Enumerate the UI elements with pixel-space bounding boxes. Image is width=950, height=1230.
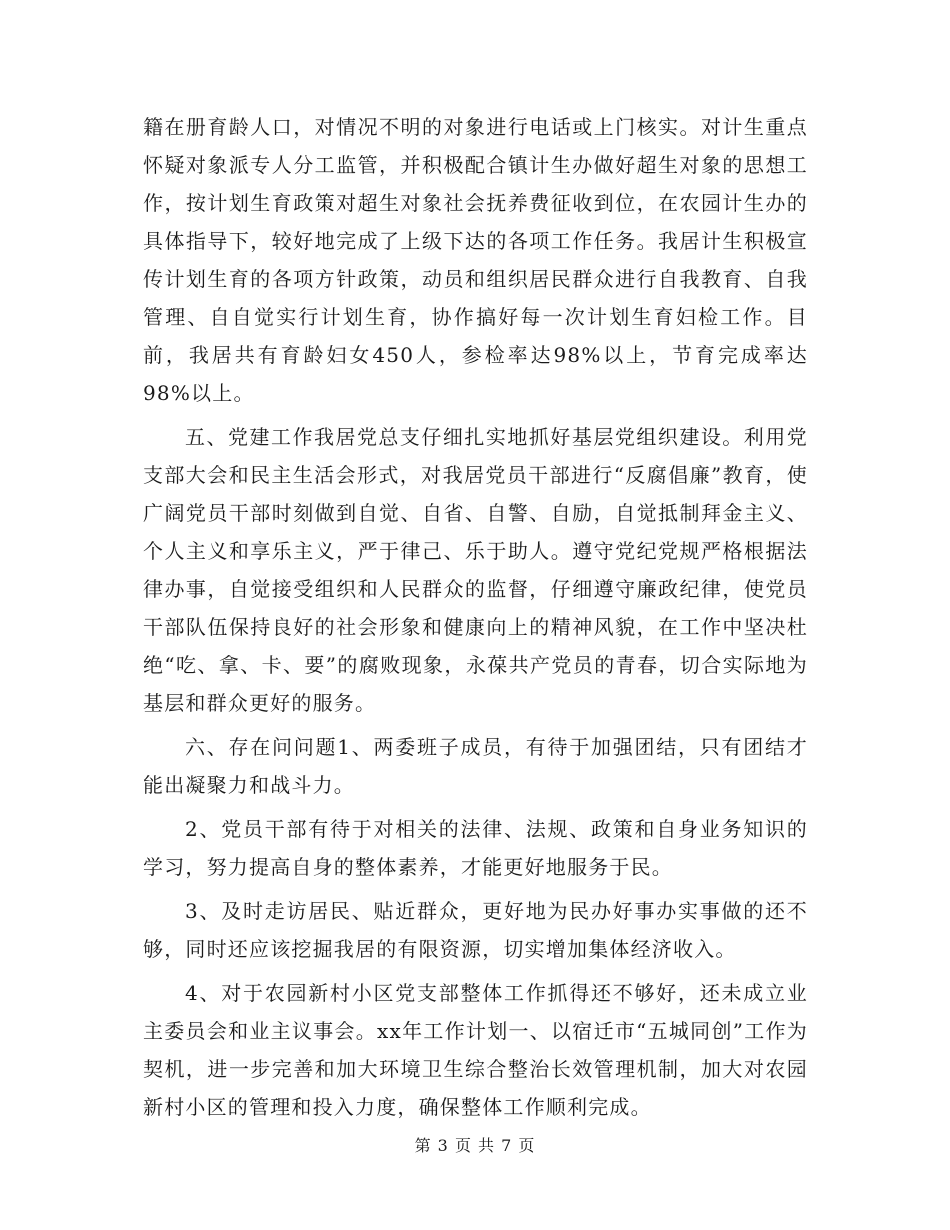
paragraph-problems-1: 六、存在问问题1、两委班子成员，有待于加强团结，只有团结才能出凝聚力和战斗力。: [143, 735, 808, 797]
page-number-footer: 第 3 页 共 7 页: [414, 1136, 536, 1155]
paragraph-family-planning: 籍在册育龄人口，对情况不明的对象进行电话或上门核实。对计生重点怀疑对象派专人分工监管，并积极配合镇计生办做好超生对象的思想工作，按计划生育政策对超生对象社会抚养费征收到位，在农园计生办的具体指导下，较好地完成了上级下达的各项工作任务。我居计生积极宣传计划生育的各项方针政策，动员和组织居民群众进行自我教育、自我管理、自自觉实行计划生育，协作搞好每一次计划生育妇检工作。目前，我居共有育龄妇女450人，参检率达98%以上，节育完成率达98%以上。: [143, 115, 808, 405]
paragraph-party-building: 五、党建工作我居党总支仔细扎实地抓好基层党组织建设。利用党支部大会和民主生活会形式，对我居党员干部进行“反腐倡廉”教育，使广阔党员干部时刻做到自觉、自省、自警、自励，自觉抵制拜金主义、个人主义和享乐主义，严于律己、乐于助人。遵守党纪党规严格根据法律办事，自觉接受组织和人民群众的监督，仔细遵守廉政纪律，使党员干部队伍保持良好的社会形象和健康向上的精神风貌，在工作中坚决杜绝“吃、拿、卡、要”的腐败现象，永葆共产党员的青春，切合实际地为基层和群众更好的服务。: [143, 425, 808, 715]
document-body: [143, 108, 808, 1132]
paragraph-problems-4-work-plan: 4、对于农园新村小区党支部整体工作抓得还不够好，还未成立业主委员会和业主议事会。xx年工作计划一、以宿迁市“五城同创”工作为契机，进一步完善和加大环境卫生综合整治长效管理机制，加大对农园新村小区的管理和投入力度，确保整体工作顺利完成。: [143, 981, 808, 1119]
paragraph-problems-3: 3、及时走访居民、贴近群众，更好地为民办好事办实事做的还不够，同时还应该挖掘我居的有限资源，切实增加集体经济收入。: [143, 899, 808, 961]
paragraph-problems-2: 2、党员干部有待于对相关的法律、法规、政策和自身业务知识的学习，努力提高自身的整体素养，才能更好地服务于民。: [143, 817, 808, 879]
